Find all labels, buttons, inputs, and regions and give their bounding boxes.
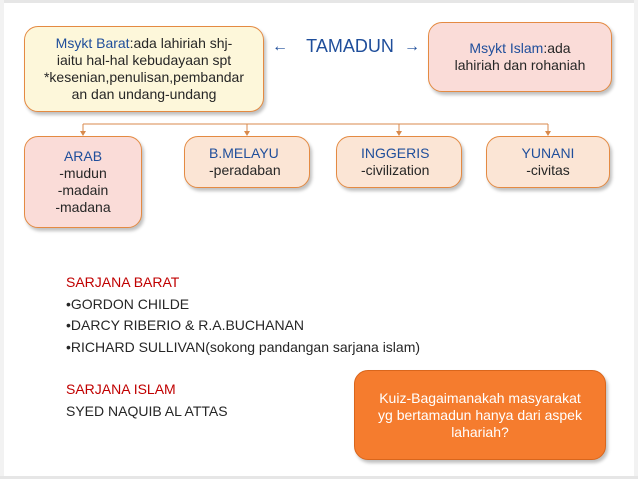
barat-line-1-rest: :ada lahiriah shj- bbox=[129, 35, 233, 51]
language-title: YUNANI bbox=[521, 145, 575, 161]
language-word: -mudun bbox=[59, 165, 107, 181]
msykt-barat-box bbox=[24, 26, 264, 112]
sarjana-barat-heading: SARJANA BARAT bbox=[66, 274, 180, 290]
language-word: -madana bbox=[55, 199, 111, 215]
language-box-arab bbox=[24, 136, 142, 228]
language-title: ARAB bbox=[63, 148, 103, 164]
language-title: INGGERIS bbox=[361, 145, 430, 161]
islam-line-2: lahiriah dan rohaniah bbox=[454, 57, 586, 73]
language-word: -civilization bbox=[361, 162, 430, 178]
quiz-line-1: Kuiz-Bagaimanakah masyarakat bbox=[379, 389, 581, 406]
language-word: -civitas bbox=[526, 162, 570, 178]
language-box-yunani bbox=[486, 136, 610, 188]
language-word: -peradaban bbox=[209, 162, 281, 178]
language-box-inggeris bbox=[336, 136, 462, 188]
language-title: B.MELAYU bbox=[209, 145, 279, 161]
barat-line-3: *kesenian,penulisan,pembandar bbox=[43, 69, 245, 85]
tamadun-label: TAMADUN bbox=[306, 36, 394, 56]
sarjana-islam-item: SYED NAQUIB AL ATTAS bbox=[66, 402, 228, 419]
sarjana-islam-heading: SARJANA ISLAM bbox=[66, 381, 176, 397]
language-word: -madain bbox=[57, 182, 109, 198]
barat-line-4: an dan undang-undang bbox=[71, 86, 217, 102]
sarjana-barat-item: •RICHARD SULLIVAN(sokong pandangan sarjana islam) bbox=[66, 338, 421, 355]
arrow-left-icon: ← bbox=[272, 38, 288, 55]
sarjana-barat-item: •DARCY RIBERIO & R.A.BUCHANAN bbox=[66, 317, 305, 333]
quiz-line-2: yg bertamadun hanya dari aspek bbox=[378, 406, 582, 423]
sarjana-barat-item: •GORDON CHILDE bbox=[66, 295, 190, 312]
language-box-melayu bbox=[184, 136, 310, 188]
quiz-box bbox=[354, 370, 606, 460]
islam-term: Msykt Islam bbox=[469, 40, 544, 56]
barat-term: Msykt Barat bbox=[55, 35, 130, 51]
islam-line-1 bbox=[433, 40, 607, 57]
arrow-right-icon: → bbox=[404, 38, 420, 55]
quiz-line-3: lahariah? bbox=[451, 423, 509, 440]
msykt-islam-box bbox=[428, 22, 612, 92]
barat-line-2: iaitu hal-hal kebudayaan spt bbox=[56, 52, 232, 68]
islam-line-1-rest: :ada bbox=[543, 40, 571, 56]
barat-line-1 bbox=[25, 35, 263, 52]
